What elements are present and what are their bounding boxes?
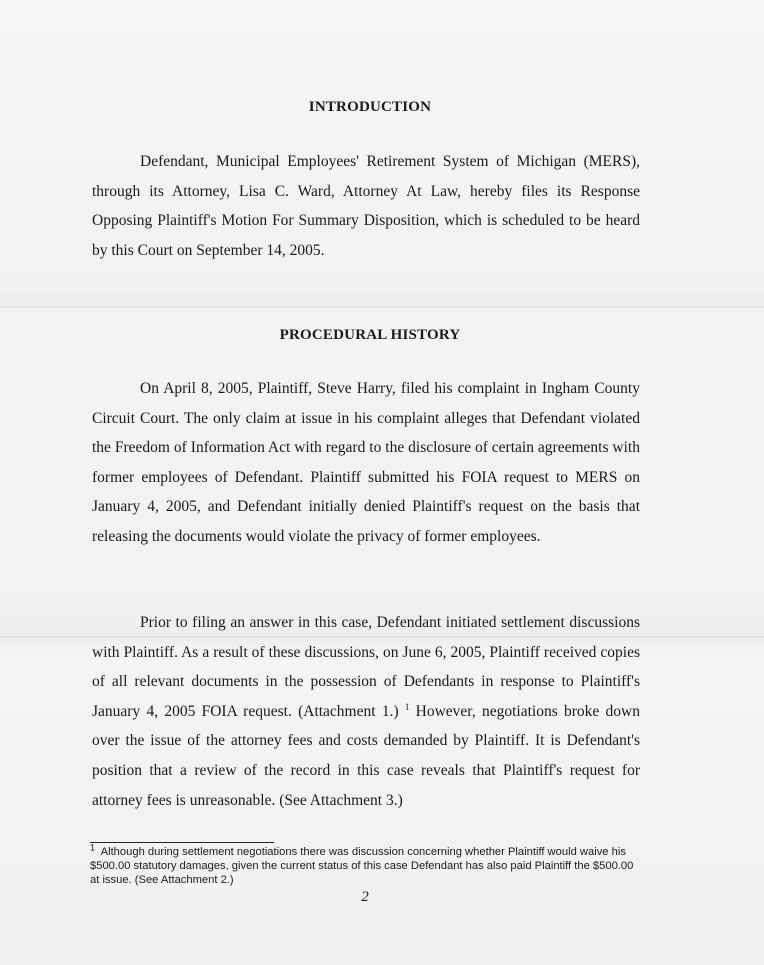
procedural-paragraph-2-part-1: Prior to filing an answer in this case, Defendant initiated settlement discussions with Plaintiff. As a result of these discussions, on June 6, 2005, Plaintiff received copies of all relevant documents in the possession of Defendants in response to Plaintiff's January 4, 2005 FOIA request. (Attachment 1.) <box>92 614 640 720</box>
procedural-paragraph-1: On April 8, 2005, Plaintiff, Steve Harry, filed his complaint in Ingham County Circuit Court. The only claim at issue in his complaint alleges that Defendant violated the Freedom of Information Act with regard to the disclosure of certain agreements with former employees of Defendant. Plaintiff submitted his FOIA request to MERS on January 4, 2005, and Defendant initially denied Plaintiff's request on the basis that releasing the documents would violate the privacy of former employees. <box>92 380 640 545</box>
footnote-separator <box>90 842 274 843</box>
footnote-marker: 1 <box>90 842 96 853</box>
procedural-paragraph-2 <box>92 608 640 815</box>
introduction-heading: INTRODUCTION <box>308 99 432 115</box>
paper-fold-line <box>0 306 764 308</box>
footnote-reference: 1 <box>404 701 410 712</box>
procedural-history-heading: PROCEDURAL HISTORY <box>279 327 461 343</box>
page-number: 2 <box>361 889 369 905</box>
footnote <box>90 842 640 887</box>
procedural-paragraph-2-part-2: However, negotiations broke down over the issue of the attorney fees and costs demanded by Plaintiff. It is Defendant's position that a review of the record in this case reveals that Plaintiff's request for attorney fees is unreasonable. (See Attachment 3.) <box>92 702 640 809</box>
footnote-text: Although during settlement negotiations there was discussion concerning whether Plaintiff would waive his $500.00 statutory damages, given the current status of this case Defendant has also paid Plaintiff the $500.00 at issue. (See Attachment 2.) <box>90 846 634 886</box>
introduction-paragraph: Defendant, Municipal Employees' Retirement System of Michigan (MERS), through its Attorney, Lisa C. Ward, Attorney At Law, hereby files its Response Opposing Plaintiff's Motion For Summary Disposition, which is scheduled to be heard by this Court on September 14, 2005. <box>92 153 640 259</box>
